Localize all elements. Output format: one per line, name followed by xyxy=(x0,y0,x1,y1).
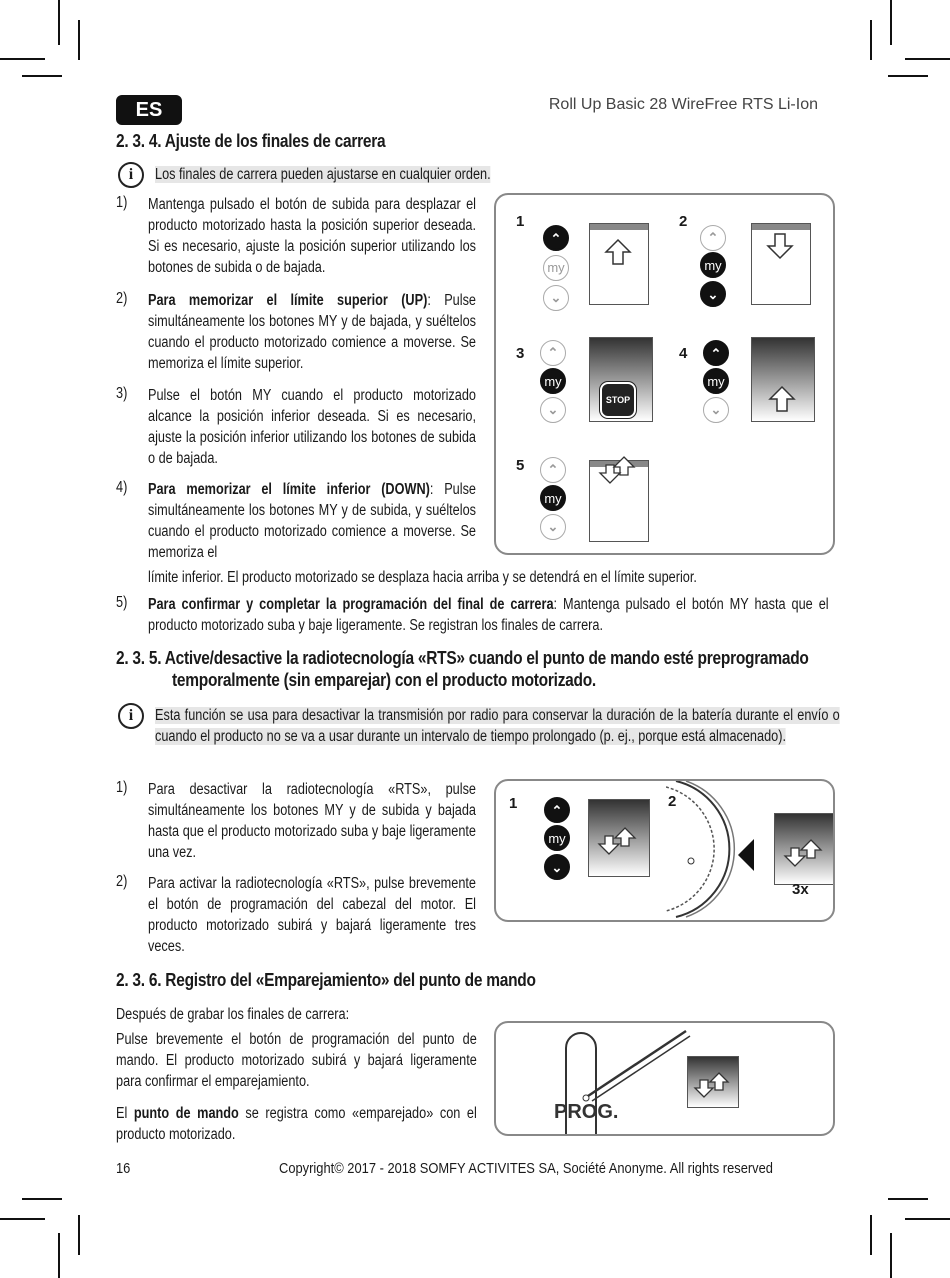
up-button: ⌃ xyxy=(540,340,566,366)
blind-illustration xyxy=(589,223,649,305)
crop-mark xyxy=(78,1215,80,1255)
figure-step-label: 4 xyxy=(679,345,688,362)
language-badge: ES xyxy=(116,95,182,125)
info-icon: i xyxy=(118,703,144,729)
step-number: 5) xyxy=(116,594,128,611)
section-title-2-3-5: 2. 3. 5. Active/desactive la radiotecnología «RTS» cuando el punto de mando esté preprogramado xyxy=(116,648,809,668)
crop-mark xyxy=(888,75,928,77)
figure-step-label: 5 xyxy=(516,457,525,474)
info-note: Los finales de carrera pueden ajustarse en cualquier orden. xyxy=(155,166,491,183)
step-text-continued: límite inferior. El producto motorizado se desplaza hacia arriba y se detendrá en el límite superior. xyxy=(148,569,697,586)
paragraph: Después de grabar los finales de carrera: xyxy=(116,1006,350,1023)
section-title-2-3-5-cont: temporalmente (sin emparejar) con el producto motorizado. xyxy=(172,670,596,690)
down-button: ⌄ xyxy=(540,514,566,540)
step-text: Pulse el botón MY cuando el producto motorizado alcance la posición inferior deseada. Si es necesario, ajuste la posición inferior utilizando los botones de subida o de bajada. xyxy=(148,387,476,467)
crop-mark xyxy=(58,1233,60,1278)
crop-mark xyxy=(22,75,62,77)
step-number: 3) xyxy=(116,385,128,402)
figure-pairing xyxy=(494,1021,835,1136)
arrow-up-down-icon xyxy=(688,1069,740,1109)
step-text: Para activar la radiotecnología «RTS», pulse brevemente el botón de programación del cabezal del motor. El producto motorizado subirá y bajará ligeramente tres veces. xyxy=(148,875,476,955)
arrow-up-down-icon xyxy=(589,824,651,864)
figure-rts-toggle xyxy=(494,779,835,922)
arrow-up-icon xyxy=(590,238,650,278)
crop-mark xyxy=(22,1198,62,1200)
crop-mark xyxy=(888,1198,928,1200)
paragraph: El punto de mando se registra como «emparejado» con el producto motorizado. xyxy=(116,1105,477,1143)
crop-mark xyxy=(58,0,60,45)
my-button: my xyxy=(540,368,566,394)
my-button: my xyxy=(540,485,566,511)
crop-mark xyxy=(890,1233,892,1278)
my-button: my xyxy=(543,255,569,281)
crop-mark xyxy=(905,58,950,60)
stop-sign-icon: STOP xyxy=(600,382,636,418)
up-button: ⌃ xyxy=(543,225,569,251)
crop-mark xyxy=(0,1218,45,1220)
crop-mark xyxy=(0,58,45,60)
crop-mark xyxy=(870,20,872,60)
section-title-2-3-6: 2. 3. 6. Registro del «Emparejamiento» del punto de mando xyxy=(116,970,536,990)
step-number: 2) xyxy=(116,290,128,307)
step-number: 2) xyxy=(116,873,128,890)
down-button: ⌄ xyxy=(700,281,726,307)
figure-step-label: 1 xyxy=(509,795,518,812)
step-text: Para desactivar la radiotecnología «RTS», pulse simultáneamente los botones MY y de subida y bajada hasta que el producto motorizado suba y baje ligeramente una vez. xyxy=(148,781,476,861)
figure-step-label: 3 xyxy=(516,345,525,362)
step-text: Para memorizar el límite inferior (DOWN): Pulse simultáneamente los botones MY y de subida, y suéltelos cuando el producto motorizado comience a moverse. Se memoriza el xyxy=(148,481,476,561)
figure-step-label: 1 xyxy=(516,213,525,230)
copyright: Copyright© 2017 - 2018 SOMFY ACTIVITES SA, Société Anonyme. All rights reserved xyxy=(279,1160,773,1177)
blind-illustration xyxy=(774,813,834,885)
info-note: Esta función se usa para desactivar la transmisión por radio para conservar la duración de la batería durante el envío o cuando el producto no se va a usar durante un intervalo de tiempo prolongado (p. ej., porque está almacenado). xyxy=(155,707,840,745)
blind-illustration xyxy=(751,337,815,422)
section-title-2-3-4: 2. 3. 4. Ajuste de los finales de carrera xyxy=(116,131,386,151)
arrow-down-icon xyxy=(752,232,812,272)
my-button: my xyxy=(544,825,570,851)
down-button: ⌄ xyxy=(703,397,729,423)
my-button: my xyxy=(700,252,726,278)
arrow-up-icon xyxy=(752,383,816,423)
my-button: my xyxy=(703,368,729,394)
blind-illustration xyxy=(751,223,811,305)
step-text: Mantenga pulsado el botón de subida para desplazar el producto motorizado hasta la posición superior deseada. Si es necesario, ajuste la posición superior utilizando los botones de subida o de bajada. xyxy=(148,196,476,276)
step-text: Para confirmar y completar la programación del final de carrera: Mantenga pulsado el botón MY hasta que el producto motorizado suba y baje ligeramente. Se registran los finales de carrera. xyxy=(148,596,829,634)
step-number: 1) xyxy=(116,194,128,211)
blind-illustration xyxy=(687,1056,739,1108)
prog-label: PROG. xyxy=(554,1101,619,1123)
crop-mark xyxy=(890,0,892,45)
step-text: Para memorizar el límite superior (UP): Pulse simultáneamente los botones MY y de bajada, y suéltelos cuando el producto motorizado comience a moverse. Se memoriza el límite superior. xyxy=(148,292,476,372)
paragraph: Pulse brevemente el botón de programación del punto de mando. El producto motorizado subirá y bajará ligeramente para confirmar el emparejamiento. xyxy=(116,1031,477,1090)
document-title: Roll Up Basic 28 WireFree RTS Li-Ion xyxy=(548,96,818,113)
down-button: ⌄ xyxy=(540,397,566,423)
blind-illustration xyxy=(589,337,653,422)
repeat-count: 3x xyxy=(792,881,809,898)
blind-illustration xyxy=(588,799,650,877)
up-button: ⌃ xyxy=(703,340,729,366)
up-button: ⌃ xyxy=(544,797,570,823)
blind-illustration xyxy=(589,460,649,542)
up-button: ⌃ xyxy=(540,457,566,483)
crop-mark xyxy=(870,1215,872,1255)
page-number: 16 xyxy=(116,1160,131,1177)
down-button: ⌄ xyxy=(543,285,569,311)
up-button: ⌃ xyxy=(700,225,726,251)
crop-mark xyxy=(78,20,80,60)
motor-head-illustration xyxy=(666,779,756,919)
figure-limit-adjustment xyxy=(494,193,835,555)
down-button: ⌄ xyxy=(544,854,570,880)
step-number: 1) xyxy=(116,779,128,796)
figure-step-label: 2 xyxy=(679,213,688,230)
crop-mark xyxy=(905,1218,950,1220)
info-icon: i xyxy=(118,162,144,188)
arrow-up-down-icon xyxy=(590,453,650,493)
figure-step-label: 2 xyxy=(668,793,677,810)
arrow-up-down-icon xyxy=(775,836,835,876)
step-number: 4) xyxy=(116,479,128,496)
